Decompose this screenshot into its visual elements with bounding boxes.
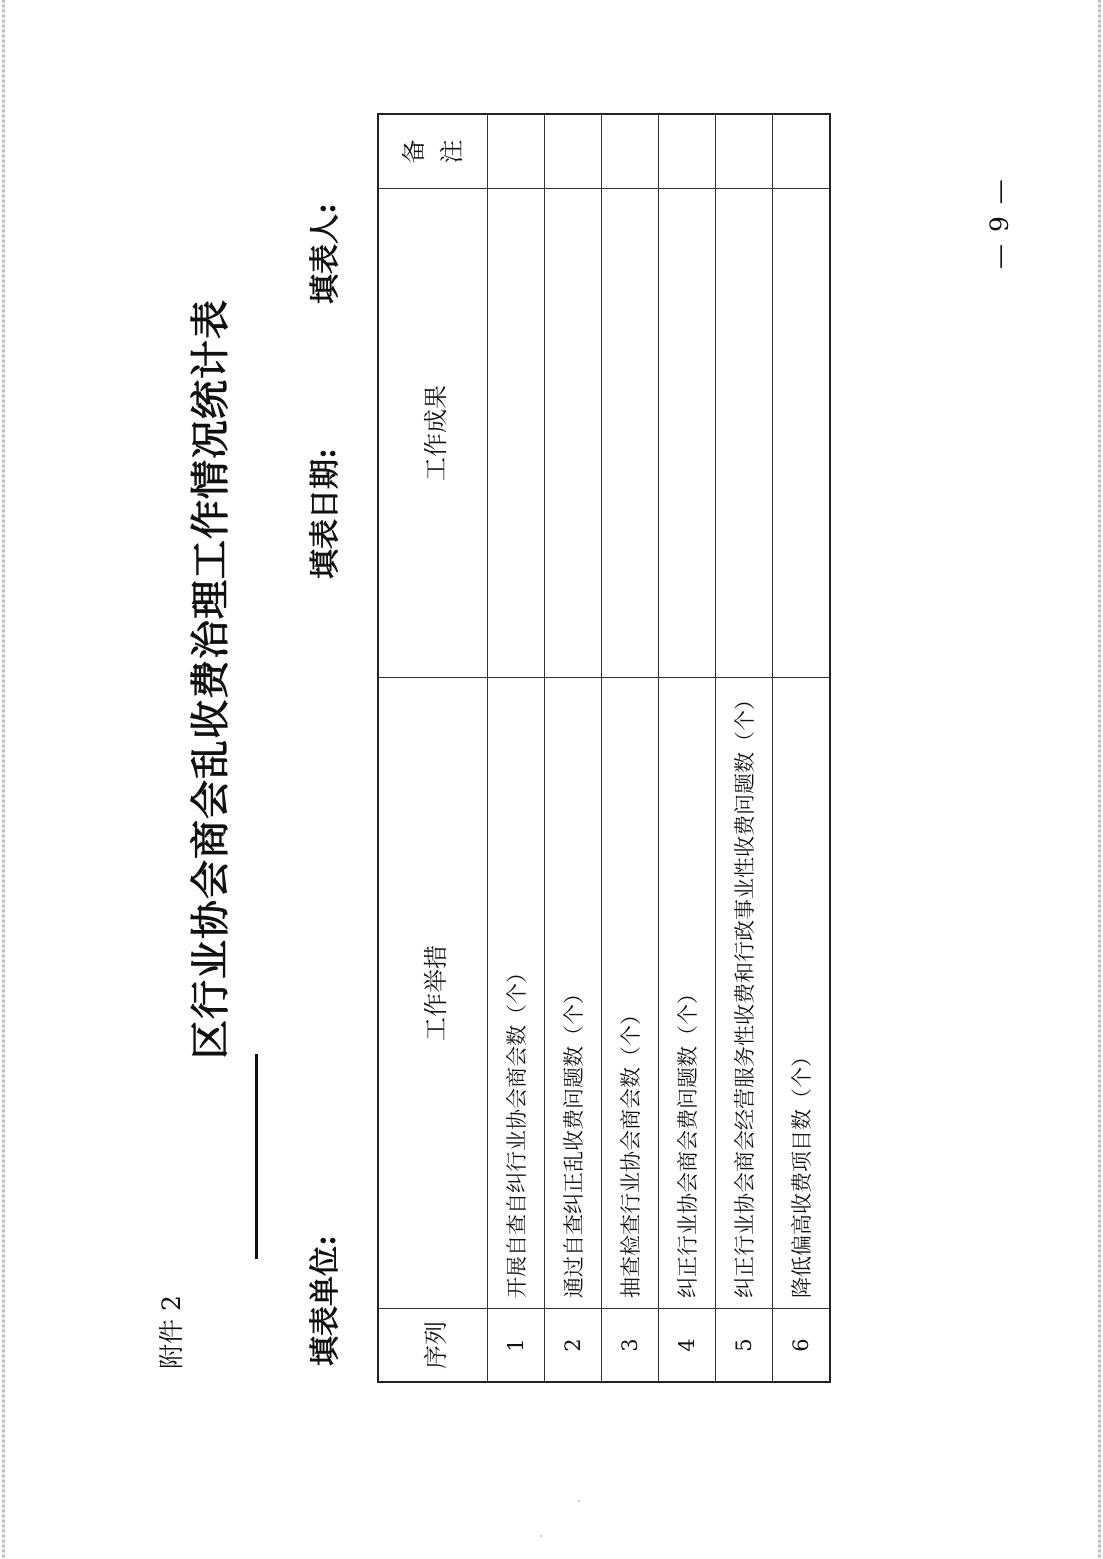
document-title-text: 区行业协会商会乱收费治理工作情况统计表 bbox=[188, 298, 234, 1059]
row-seq: 3 bbox=[602, 1309, 659, 1383]
row-measure bbox=[602, 678, 659, 1309]
row-measure-text: 纠正行业协会商会经营服务性收费和行政事业性收费问题数（个） bbox=[733, 689, 757, 1298]
fill-unit-label: 填表单位: bbox=[308, 1234, 343, 1366]
statistics-table bbox=[377, 113, 831, 1383]
row-note-cell[interactable] bbox=[488, 114, 545, 189]
row-result-cell[interactable] bbox=[773, 189, 831, 678]
row-seq: 6 bbox=[773, 1309, 831, 1383]
region-blank-underline bbox=[255, 1054, 258, 1259]
row-result-cell[interactable] bbox=[545, 189, 602, 678]
fill-date-label: 填表日期: bbox=[308, 447, 343, 579]
table-row bbox=[716, 114, 773, 1382]
row-measure bbox=[488, 678, 545, 1309]
table-row bbox=[488, 114, 545, 1382]
row-seq: 2 bbox=[545, 1309, 602, 1383]
row-result-cell[interactable] bbox=[659, 189, 716, 678]
filler-label: 填表人: bbox=[308, 202, 343, 304]
row-measure-text: 通过自查纠正乱收费问题数（个） bbox=[562, 983, 586, 1298]
header-note-line1: 备 bbox=[399, 139, 428, 164]
row-result-cell[interactable] bbox=[488, 189, 545, 678]
header-note-line2: 注 bbox=[438, 139, 466, 164]
row-seq: 4 bbox=[659, 1309, 716, 1383]
header-result: 工作成果 bbox=[378, 189, 488, 678]
row-note-cell[interactable] bbox=[545, 114, 602, 189]
row-note-cell[interactable] bbox=[773, 114, 831, 189]
row-measure bbox=[773, 678, 831, 1309]
table-row bbox=[602, 114, 659, 1382]
row-seq: 1 bbox=[488, 1309, 545, 1383]
row-measure-text: 降低偏高收费项目数（个） bbox=[790, 1046, 814, 1298]
header-note bbox=[378, 114, 488, 189]
row-measure bbox=[545, 678, 602, 1309]
table-header-row bbox=[378, 114, 488, 1382]
table-row bbox=[545, 114, 602, 1382]
row-seq: 5 bbox=[716, 1309, 773, 1383]
row-measure-text: 纠正行业协会商会费问题数（个） bbox=[676, 983, 700, 1298]
row-result-cell[interactable] bbox=[602, 189, 659, 678]
table-row bbox=[773, 114, 831, 1382]
document-title bbox=[180, 119, 236, 1059]
row-measure-text: 开展自查自纠行业协会商会数（个） bbox=[505, 962, 529, 1298]
table-row bbox=[659, 114, 716, 1382]
row-note-cell[interactable] bbox=[659, 114, 716, 189]
row-measure bbox=[659, 678, 716, 1309]
row-note-cell[interactable] bbox=[602, 114, 659, 189]
header-measure: 工作举措 bbox=[378, 678, 488, 1309]
row-note-cell[interactable] bbox=[716, 114, 773, 189]
row-result-cell[interactable] bbox=[716, 189, 773, 678]
row-measure bbox=[716, 678, 773, 1309]
row-measure-text: 抽查检查行业协会商会数（个） bbox=[619, 1004, 643, 1298]
attachment-label: 附件 2 bbox=[157, 1295, 186, 1369]
header-seq: 序列 bbox=[378, 1309, 488, 1383]
page-number: — 9 — bbox=[985, 177, 1014, 269]
